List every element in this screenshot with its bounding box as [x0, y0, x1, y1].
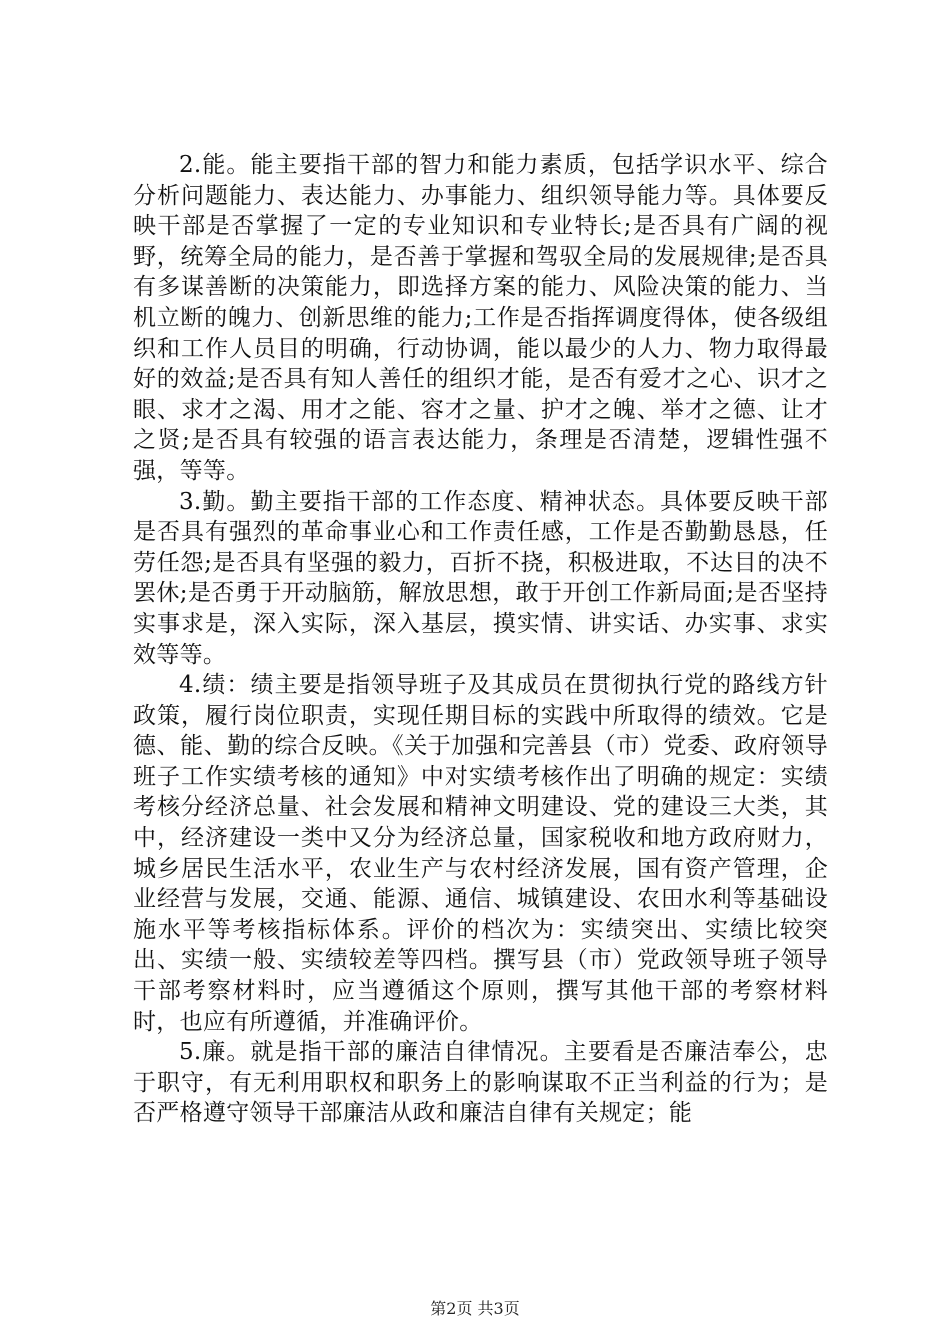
document-body	[133, 150, 828, 1129]
paragraph-diligence: 3.勤。勤主要指干部的工作态度、精神状态。具体要反映干部是否具有强烈的革命事业心和工作责任感，工作是否勤勤恳恳，任劳任怨;是否具有坚强的毅力，百折不挠，积极进取，不达目的决不罢休;是否勇于开动脑筋，解放思想，敢于开创工作新局面;是否坚持实事求是，深入实际，深入基层，摸实情、讲实话、办实事、求实效等等。	[133, 488, 828, 668]
paragraph-performance: 4.绩：绩主要是指领导班子及其成员在贯彻执行党的路线方针政策，履行岗位职责，实现任期目标的实践中所取得的绩效。它是德、能、勤的综合反映。《关于加强和完善县（市）党委、政府领导班子工作实绩考核的通知》中对实绩考核作出了明确的规定：实绩考核分经济总量、社会发展和精神文明建设、党的建设三大类，其中，经济建设一类中又分为经济总量，国家税收和地方政府财力，城乡居民生活水平，农业生产与农村经济发展，国有资产管理，企业经营与发展，交通、能源、通信、城镇建设、农田水利等基础设施水平等考核指标体系。评价的档次为：实绩突出、实绩比较突出、实绩一般、实绩较差等四档。撰写县（市）党政领导班子领导干部考察材料时，应当遵循这个原则，撰写其他干部的考察材料时，也应有所遵循，并准确评价。	[133, 672, 828, 1035]
paragraph-ability: 2.能。能主要指干部的智力和能力素质，包括学识水平、综合分析问题能力、表达能力、办事能力、组织领导能力等。具体要反映干部是否掌握了一定的专业知识和专业特长;是否具有广阔的视野，统筹全局的能力，是否善于掌握和驾驭全局的发展规律;是否具有多谋善断的决策能力，即选择方案的能力、风险决策的能力、当机立断的魄力、创新思维的能力;工作是否指挥调度得体，使各级组织和工作人员目的明确，行动协调，能以最少的人力、物力取得最好的效益;是否具有知人善任的组织才能，是否有爱才之心、识才之眼、求才之渴、用才之能、容才之量、护才之魄、举才之德、让才之贤;是否具有较强的语言表达能力，条理是否清楚，逻辑性强不强，等等。	[133, 152, 828, 484]
page-footer: 第2页 共3页	[430, 1299, 520, 1318]
paragraph-integrity: 5.廉。就是指干部的廉洁自律情况。主要看是否廉洁奉公，忠于职守，有无利用职权和职务上的影响谋取不正当利益的行为；是否严格遵守领导干部廉洁从政和廉洁自律有关规定；能	[133, 1039, 828, 1127]
